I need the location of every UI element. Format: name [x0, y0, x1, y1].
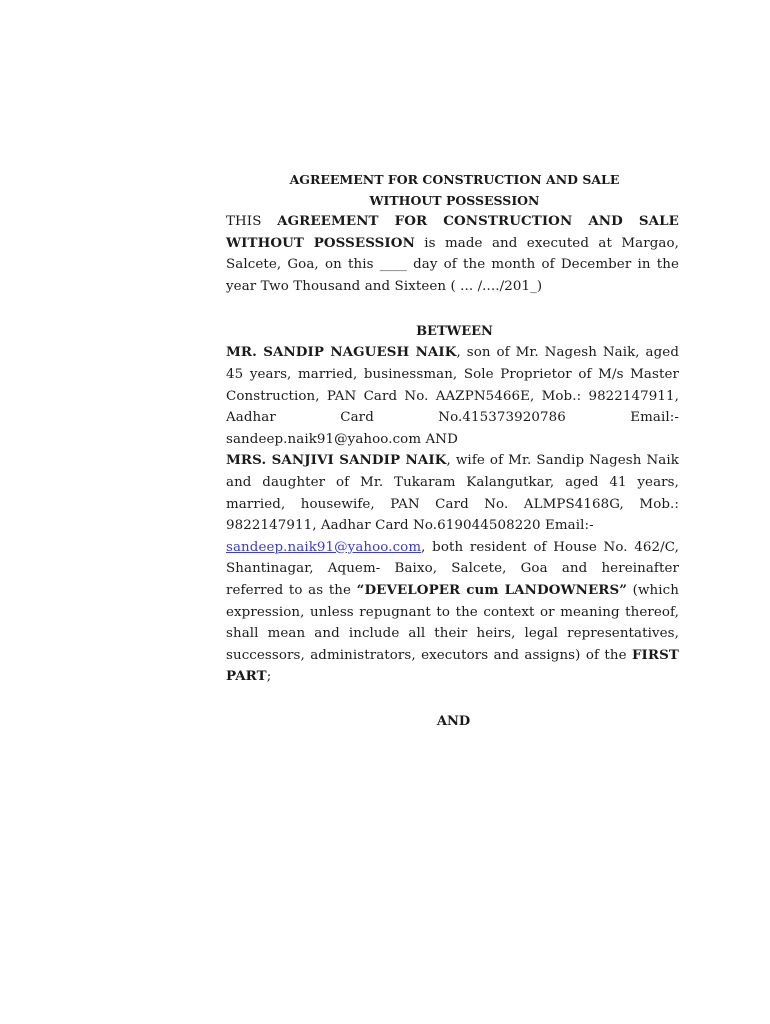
intro-paragraph: [226, 211, 679, 297]
second-party-details: , wife of Mr. Sandip Nagesh Naik and daughter of Mr. Tukaram Kalangutkar, aged 41 years, married, housewife, PAN Card No. ALMPS4168G, Mob.: 9822147911, Aadhar Card No.619044508220 Email:-: [226, 453, 679, 534]
between-heading: BETWEEN: [416, 324, 493, 340]
title-line-1: AGREEMENT FOR CONSTRUCTION AND SALE: [289, 172, 620, 187]
second-party-paragraph: [226, 450, 679, 688]
email-link[interactable]: sandeep.naik91@yahoo.com: [226, 539, 422, 555]
title-line-2: WITHOUT POSSESSION: [369, 193, 540, 208]
intro-rest: is made and executed at Margao, Salcete, Goa, on this ____ day of the month of December in the year Two Thousand and Sixteen ( ... /..../201_): [226, 235, 679, 294]
first-part-label: FIRST PART: [226, 646, 679, 685]
first-party-details: , son of Mr. Nagesh Naik, aged 45 years, married, businessman, Sole Proprietor of M/s Master Construction, PAN Card No. AAZPN5466E, Mob.: 9822147911, Aadhar Card No.415373920786 Email:- sandeep.naik91@yahoo.com AND: [226, 345, 679, 447]
and-heading: AND: [436, 713, 471, 729]
second-party-residence: , both resident of House No. 462/C, Shantinagar, Aquem- Baixo, Salcete, Goa and hereinafter referred to as the: [226, 539, 679, 598]
intro-agreement-name: AGREEMENT FOR CONSTRUCTION AND SALE WITHOUT POSSESSION: [226, 213, 679, 251]
developer-role: “DEVELOPER cum LANDOWNERS”: [356, 581, 628, 598]
role-definition: (which expression, unless repugnant to the context or meaning thereof, shall mean and include all their heirs, legal representatives, successors, administrators, executors and assigns) of the: [226, 582, 679, 663]
paragraph-end: ;: [266, 669, 272, 685]
agreement-title: [230, 169, 679, 211]
document-page: [226, 169, 679, 732]
second-party-name: MRS. SANJIVI SANDIP NAIK: [226, 452, 447, 469]
intro-lead: THIS: [226, 214, 278, 229]
first-party-name: MR. SANDIP NAGUESH NAIK: [226, 344, 457, 361]
first-party-paragraph: [226, 342, 679, 450]
